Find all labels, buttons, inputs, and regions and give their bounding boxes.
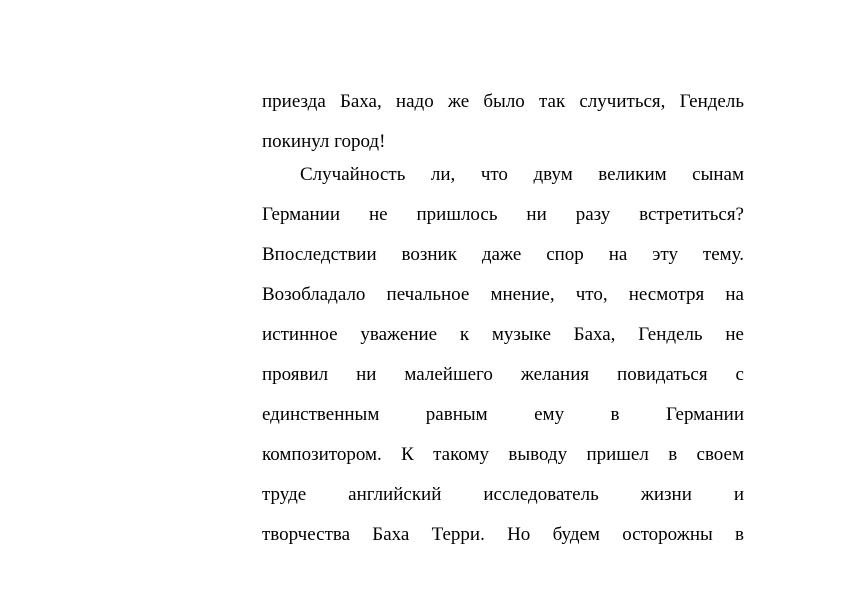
text-line: труде английский исследователь жизни и <box>262 484 744 505</box>
text-line: истинное уважение к музыке Баха, Гендель не <box>262 324 744 345</box>
text-line: творчества Баха Терри. Но будем осторожны в <box>262 524 744 545</box>
text-line: приезда Баха, надо же было так случиться, Гендель <box>262 91 744 112</box>
text-line: Впоследствии возник даже спор на эту тему. <box>262 244 744 265</box>
text-line: Случайность ли, что двум великим сынам <box>300 164 744 185</box>
text-line: композитором. К такому выводу пришел в своем <box>262 444 744 465</box>
body-text <box>262 82 744 555</box>
text-line: единственным равным ему в Германии <box>262 404 744 425</box>
text-line: Возобладало печальное мнение, что, несмотря на <box>262 284 744 305</box>
text-line: проявил ни малейшего желания повидаться с <box>262 364 744 385</box>
text-line: покинул город! <box>262 131 386 152</box>
text-line: Германии не пришлось ни разу встретиться? <box>262 204 744 225</box>
